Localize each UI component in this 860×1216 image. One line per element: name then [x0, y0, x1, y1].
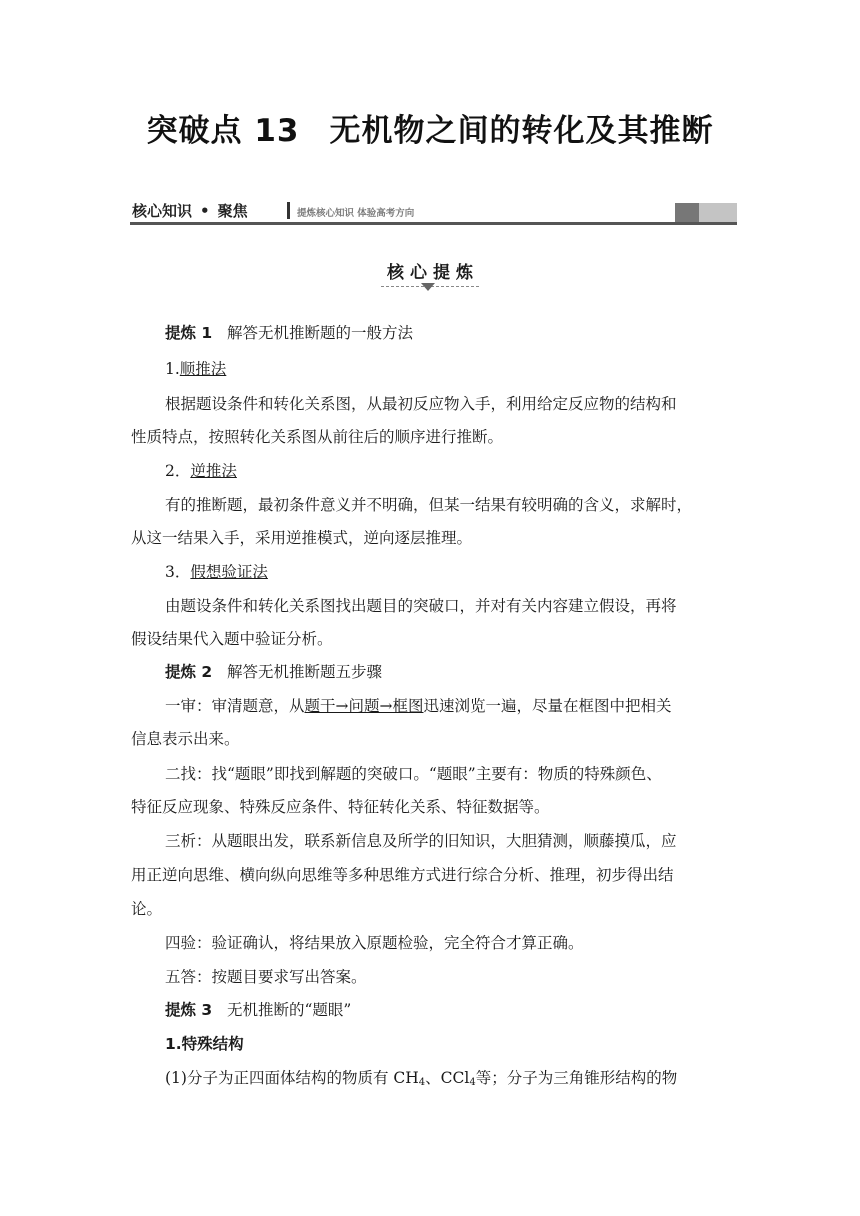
step-1-line-1 — [165, 696, 672, 716]
method-1-heading — [165, 359, 226, 379]
section-heading-text: 核心提炼 — [381, 258, 479, 287]
method-3-para-line-1: 由题设条件和转化关系图找出题目的突破口，并对有关内容建立假设，再将 — [165, 597, 677, 615]
step-3-line-1: 三析：从题眼出发，联系新信息及所学的旧知识，大胆猜测，顺藤摸瓜，应 — [165, 832, 677, 850]
method-1-number: 1. — [165, 360, 180, 378]
step-2-line-2: 特征反应现象、特殊反应条件、特征转化关系、特征数据等。 — [131, 798, 550, 816]
structure-item-1-c: 等；分子为三角锥形结构的物 — [475, 1069, 678, 1087]
step-1-underlined: 题干→问题→框图 — [304, 697, 424, 715]
banner-main-b: 聚焦 — [217, 202, 248, 220]
method-1-para-line-2: 性质特点，按照转化关系图从前往后的顺序进行推断。 — [131, 428, 504, 446]
step-3-line-3: 论。 — [131, 900, 163, 918]
structure-item-1 — [165, 1068, 677, 1093]
refine-3-label: 提炼 3 — [165, 1001, 213, 1019]
title-part2: 无机物之间的转化及其推断 — [329, 113, 714, 149]
subscript-4a: 4 — [418, 1077, 426, 1088]
refine-2-title: 解答无机推断题五步骤 — [226, 663, 382, 681]
refine-1-heading — [165, 323, 413, 343]
step-5: 五答：按题目要求写出答案。 — [165, 968, 367, 986]
banner-dark-block — [675, 203, 699, 222]
method-3-para-line-2: 假设结果代入题中验证分析。 — [131, 630, 333, 648]
title-part1: 突破点 13 — [146, 113, 300, 149]
method-2-number: 2． — [165, 462, 191, 480]
banner-divider — [287, 202, 290, 219]
refine-3-title: 无机推断的“题眼” — [226, 1001, 352, 1019]
method-1-name: 顺推法 — [179, 360, 227, 378]
refine-3-heading — [165, 1000, 351, 1020]
method-2-name: 逆推法 — [190, 462, 237, 480]
step-3-line-2: 用正逆向思维、横向纵向思维等多种思维方式进行综合分析、推理，初步得出结 — [131, 866, 674, 884]
method-3-number: 3． — [165, 563, 191, 581]
method-2-para-line-1: 有的推断题，最初条件意义并不明确，但某一结果有较明确的含义，求解时， — [165, 496, 693, 514]
step-1-text-a: 一审：审清题意，从 — [165, 697, 305, 715]
step-1-text-b: 迅速浏览一遍，尽量在框图中把相关 — [423, 697, 672, 715]
method-1-para-line-1: 根据题设条件和转化关系图，从最初反应物入手，利用给定反应物的结构和 — [165, 395, 677, 413]
method-3-name: 假想验证法 — [190, 563, 268, 581]
refine-1-title: 解答无机推断题的一般方法 — [226, 324, 413, 342]
step-1-line-2: 信息表示出来。 — [131, 730, 240, 748]
step-2-line-1: 二找：找“题眼”即找到解题的突破口。“题眼”主要有：物质的特殊颜色、 — [165, 765, 662, 783]
method-2-heading — [165, 461, 237, 481]
refine-2-heading — [165, 662, 382, 682]
refine-1-label: 提炼 1 — [165, 324, 213, 342]
structure-heading: 1.特殊结构 — [165, 1035, 244, 1053]
down-triangle-icon — [421, 283, 435, 291]
banner-rule — [130, 222, 737, 225]
structure-item-1-a: (1)分子为正四面体结构的物质有 CH — [165, 1069, 419, 1087]
structure-item-1-b: 、CCl — [425, 1069, 470, 1087]
section-banner — [130, 196, 737, 226]
banner-main-a: 核心知识 — [132, 202, 193, 220]
refine-2-label: 提炼 2 — [165, 663, 213, 681]
banner-dot: • — [200, 202, 210, 220]
banner-title — [132, 200, 248, 221]
subscript-4b: 4 — [469, 1077, 476, 1088]
method-3-heading — [165, 562, 268, 582]
page-title — [0, 105, 860, 150]
step-4: 四验：验证确认，将结果放入原题检验，完全符合才算正确。 — [165, 934, 584, 952]
method-2-para-line-2: 从这一结果入手，采用逆推模式，逆向逐层推理。 — [131, 529, 473, 547]
banner-subtitle: 提炼核心知识 体验高考方向 — [297, 208, 415, 219]
banner-light-block — [699, 203, 737, 222]
